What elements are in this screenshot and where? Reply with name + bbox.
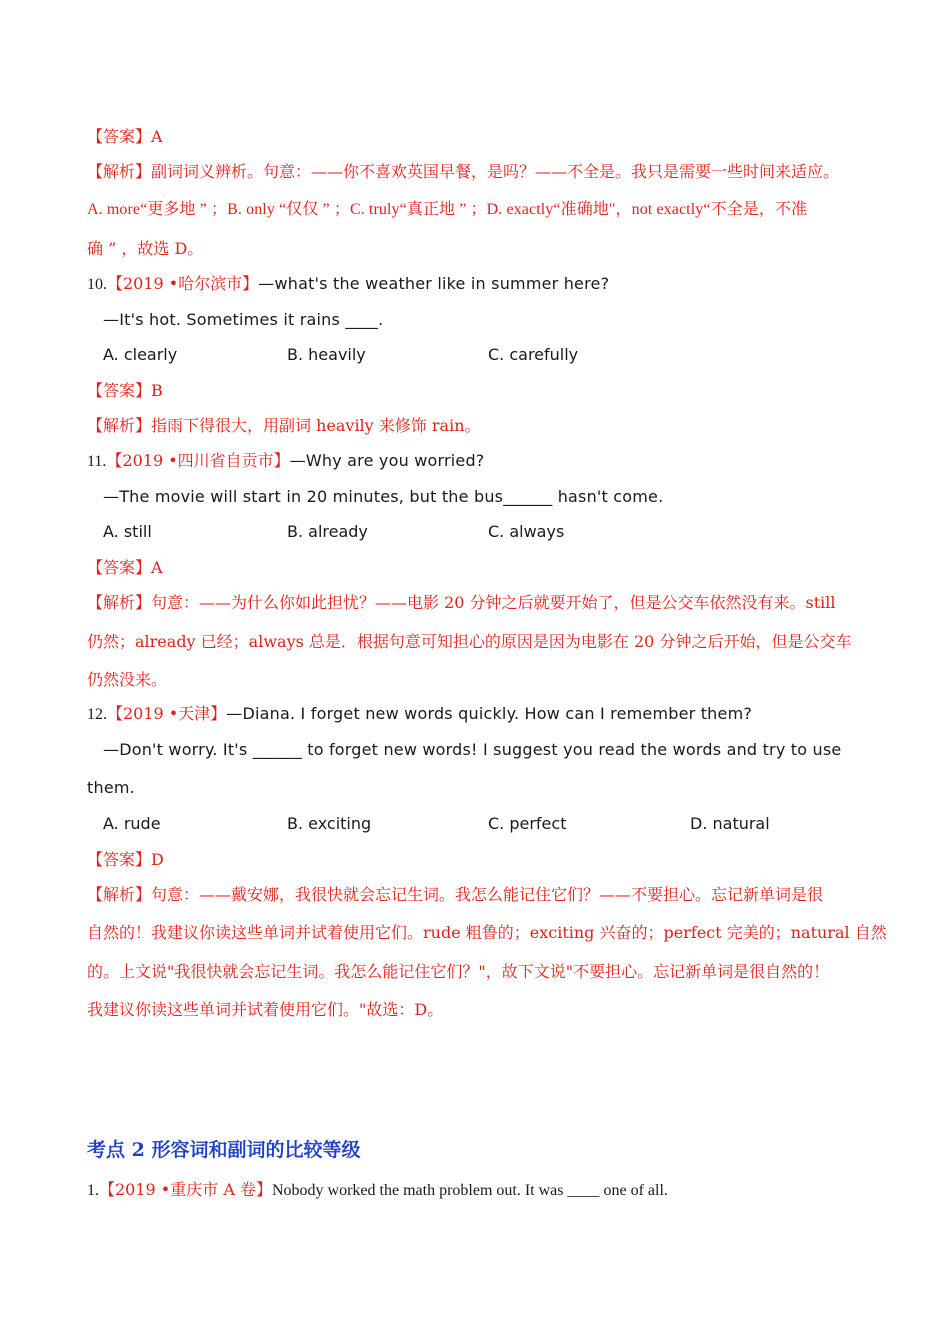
- question-12: [87, 704, 752, 725]
- option-c: C. always: [488, 522, 565, 541]
- analysis-text: 自然的！我建议你读这些单词并试着使用它们。rude 粗鲁的；exciting 兴奋的；perfect 完美的；natural 自然: [87, 923, 887, 942]
- question-number: 10.: [87, 276, 107, 293]
- answer-label: 【答案】D: [87, 850, 164, 869]
- analysis-text: 【解析】指雨下得很大，用副词 heavily 来修饰 rain。: [87, 416, 481, 435]
- option-a: A. still: [103, 522, 152, 541]
- analysis-text: 【解析】句意：——为什么你如此担忧？——电影 20 分钟之后就要开始了，但是公交车依然没有来。still: [87, 593, 836, 612]
- question-number: 12.: [87, 706, 107, 723]
- analysis-text: 【解析】句意：——戴安娜，我很快就会忘记生词。我怎么能记住它们？——不要担心。忘记新单词是很: [87, 885, 824, 904]
- question-number: 1.: [87, 1182, 99, 1199]
- option-a: A. rude: [103, 814, 161, 833]
- analysis-text: 确 ” ，故选 D。: [87, 239, 204, 258]
- answer-label: 【答案】B: [87, 381, 163, 400]
- option-b: B. already: [287, 522, 368, 541]
- question-reply: —Don't worry. It's ______ to forget new words! I suggest you read the words and try to use: [103, 740, 842, 759]
- question-10: [87, 274, 609, 295]
- question-stem: —Why are you worried?: [289, 451, 485, 470]
- question-reply: them.: [87, 778, 135, 797]
- analysis-text: 【解析】副词词义辨析。句意：——你不喜欢英国早餐，是吗？——不全是。我只是需要一些时间来适应。: [87, 162, 840, 181]
- section2-question-1: [87, 1180, 668, 1201]
- section-heading: 考点 2 形容词和副词的比较等级: [87, 1139, 361, 1161]
- question-stem: Nobody worked the math problem out. It was ____ one of all.: [271, 1182, 668, 1199]
- question-source: 【2019 •重庆市 A 卷】: [99, 1180, 272, 1199]
- option-c: C. perfect: [488, 814, 567, 833]
- option-c: C. carefully: [488, 345, 579, 364]
- analysis-text: 的。上文说"我很快就会忘记生词。我怎么能记住它们？"，故下文说"不要担心。忘记新单词是很自然的！: [87, 962, 830, 981]
- question-source: 【2019 •哈尔滨市】: [107, 274, 259, 293]
- analysis-text: A. more“更多地 ” ；B. only “仅仅 ” ；C. truly“真正地 ” ；D. exactly“准确地"，not exactly“不全是，不准: [87, 201, 808, 218]
- option-b: B. heavily: [287, 345, 366, 364]
- question-11: [87, 451, 485, 472]
- option-d: D. natural: [690, 814, 770, 833]
- analysis-text: 我建议你读这些单词并试着使用它们。"故选：D。: [87, 1000, 444, 1019]
- question-source: 【2019 •四川省自贡市】: [106, 451, 290, 470]
- question-source: 【2019 •天津】: [107, 704, 227, 723]
- question-stem: —Diana. I forget new words quickly. How can I remember them?: [226, 704, 753, 723]
- question-number: 11.: [87, 453, 107, 470]
- option-b: B. exciting: [287, 814, 372, 833]
- question-reply: —It's hot. Sometimes it rains ____.: [103, 310, 384, 329]
- option-a: A. clearly: [103, 345, 178, 364]
- question-reply: —The movie will start in 20 minutes, but the bus______ hasn't come.: [103, 487, 664, 506]
- question-stem: —what's the weather like in summer here?: [258, 274, 610, 293]
- analysis-text: 仍然；already 已经；always 总是．根据句意可知担心的原因是因为电影在 20 分钟之后开始，但是公交车: [87, 632, 852, 651]
- analysis-text: 仍然没来。: [87, 670, 168, 689]
- answer-label: 【答案】A: [87, 558, 163, 577]
- answer-label: 【答案】A: [87, 127, 163, 146]
